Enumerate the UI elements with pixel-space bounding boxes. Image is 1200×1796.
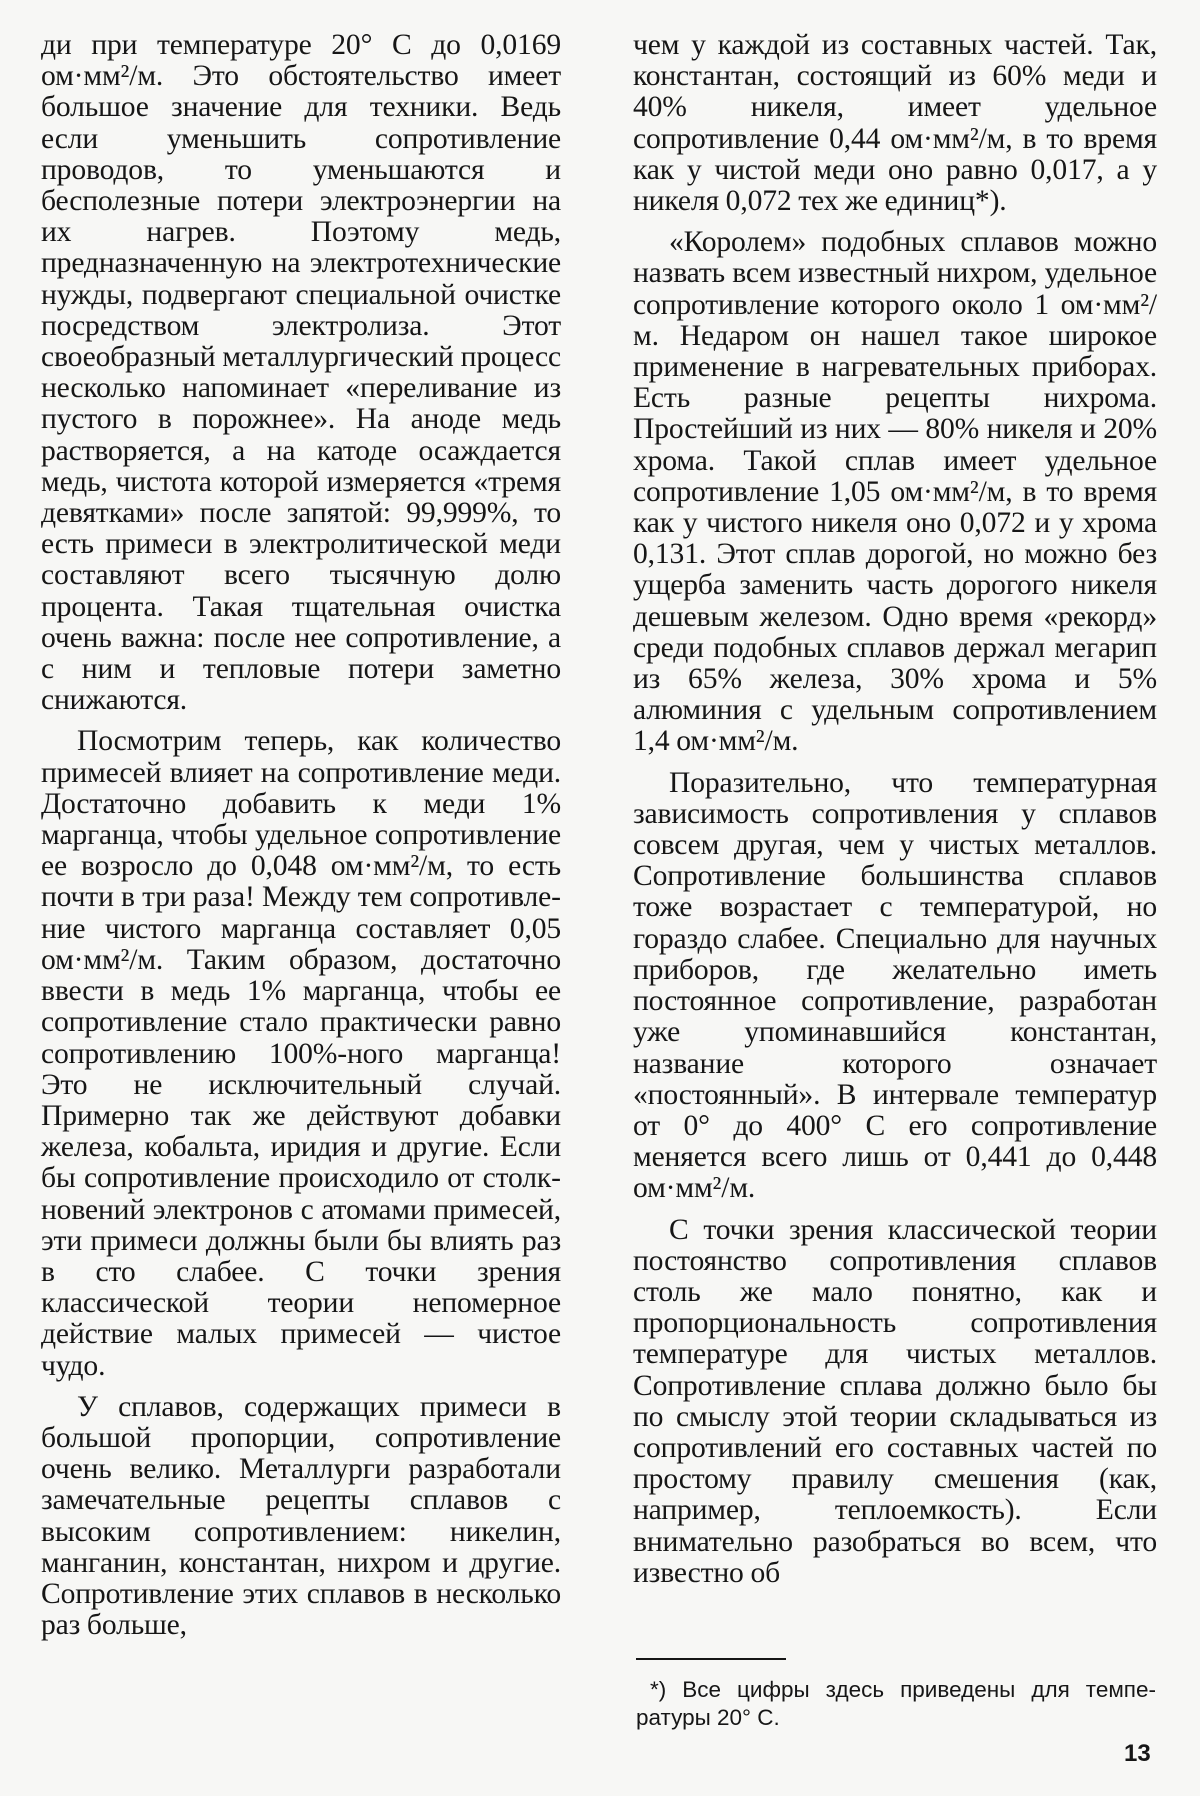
paragraph: ди при температуре 20° С до 0,0169 ом·мм²/м. Это обстоятельство имеет большое значение для техники. Ведь если уменьшить сопротивление проводов, то уменьшаются и бесполезные потери электроэнергии на их нагрев. Поэтому медь, предназначенную на электротехнические нужды, подвергают специальной очистке посредством электролиза. Этот своеобразный металлургический процесс несколько напоминает «переливание из пустого в порожнее». На аноде медь растворяется, а на катоде осаждается медь, чистота которой измеряется «тремя девятками» после запятой: 99,999%, то есть примеси в электролитической меди составляют всего тысячную долю процента. Такая тщательная очистка очень важна: после нее сопротивление, а с ним и тепловые потери заметно снижаются.	[41, 29, 561, 717]
paragraph: У сплавов, содержащих примеси в большой пропорции, сопротивление очень велико. Металлурги разработали замечательные рецепты сплавов с высоким сопротивлением: никелин, манганин, константан, нихром и другие. Сопротивление этих сплавов в несколько раз больше,	[41, 1390, 561, 1642]
left-column	[41, 30, 561, 1641]
paragraph: чем у каждой из составных частей. Так, константан, состоящий из 60% меди и 40% никеля, имеет удельное сопротивление 0,44 ом·мм²/м, в то время как у чистой меди оно равно 0,017, а у никеля 0,072 тех же единиц*).	[633, 29, 1157, 218]
paragraph: С точки зрения классической теории постоянство сопротивления сплавов столь же мало понятно, как и пропорциональность сопротивления температуре для чистых металлов. Сопротивление сплава должно было бы по смыслу этой теории складываться из сопротивлений его составных частей по простому правилу смешения (как, например, теплоемкость). Если внимательно разобраться во всем, что известно об	[633, 1213, 1157, 1589]
footnote-divider	[636, 1658, 786, 1660]
footnote: *) Все цифры здесь приведены для температуры 20° С.	[636, 1677, 1156, 1730]
paragraph: «Королем» подобных сплавов можно назвать всем известный нихром, удельное сопротивление которого около 1 ом·мм²/м. Недаром он нашел такое широкое применение в нагревательных приборах. Есть разные рецепты нихрома. Простейший из них — 80% никеля и 20% хрома. Такой сплав имеет удельное сопротивление 1,05 ом·мм²/м, в то время как у чистого никеля оно 0,072 и у хрома 0,131. Этот сплав дорогой, но можно без ущерба заменить часть дорогого никеля дешевым железом. Одно время «рекорд» среди подобных сплавов держал мегарип из 65% железа, 30% хрома и 5% алюминия с удельным сопротивлением 1,4 ом·мм²/м.	[633, 226, 1157, 758]
page-number: 13	[1124, 1740, 1151, 1767]
paragraph: Поразительно, что температурная зависимость сопротивления у сплавов совсем другая, чем у чистых металлов. Сопротивление большинства сплавов тоже возрастает с температурой, но гораздо слабее. Специально для научных приборов, где желательно иметь постоянное сопротивление, разработан уже упоминавшийся константан, название которого означает «постоянный». В интервале температур от 0° до 400° С его сопротивление меняется всего лишь от 0,441 до 0,448 ом·мм²/м.	[633, 766, 1157, 1205]
right-column	[633, 30, 1157, 1589]
paragraph: Посмотрим теперь, как количество примесей влияет на сопротивление меди. Достаточно добавить к меди 1% марганца, чтобы удельное сопротивление ее возросло до 0,048 ом·мм²/м, то есть почти в три раза! Между тем сопротивление чистого марганца составляет 0,05 ом·мм²/м. Таким образом, достаточно ввести в медь 1% марганца, чтобы ее сопротивление стало практически равно сопротивлению 100%-ного марганца! Это не исключительный случай. Примерно так же действуют добавки железа, кобальта, иридия и другие. Если бы сопротивление происходило от столкновений электронов с атомами примесей, эти примеси должны были бы влиять раз в сто слабее. С точки зрения классической теории непомерное действие малых примесей — чистое чудо.	[41, 725, 561, 1382]
